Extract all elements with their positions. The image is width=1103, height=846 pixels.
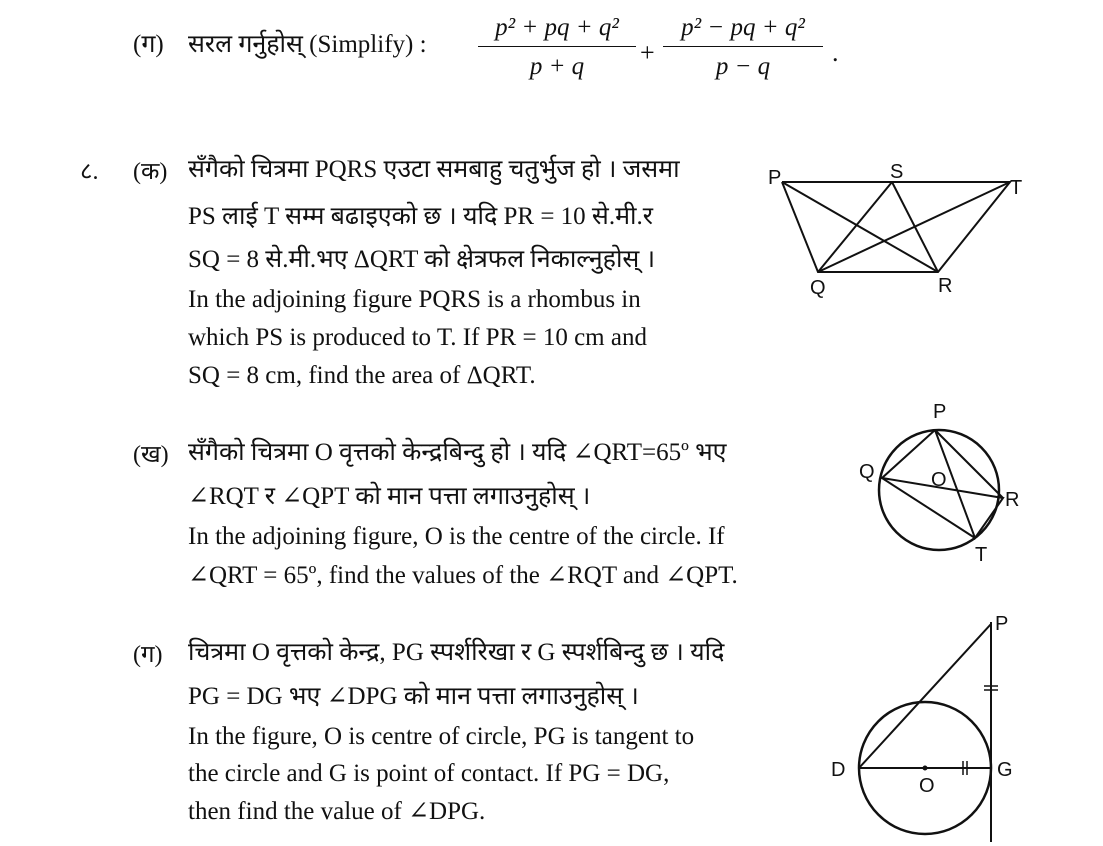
simplify-prompt: सरल गर्नुहोस् (Simplify) : <box>188 31 427 58</box>
simplify-label: (ग) <box>133 31 164 58</box>
part-b-en-line-1: In the adjoining figure, O is the centre of the circle. If <box>188 523 725 550</box>
part-c-en-line-2: the circle and G is point of contact. If PG = DG, <box>188 760 670 787</box>
part-a-np-line-1: सँगैको चित्रमा PQRS एउटा समबाहु चतुर्भुज हो । जसमा <box>188 156 680 183</box>
part-c-en-line-1: In the figure, O is centre of circle, PG is tangent to <box>188 723 695 750</box>
part-b-label: (ख) <box>133 442 169 468</box>
part-a-np-line-3: SQ = 8 से.मी.भए ΔQRT को क्षेत्रफल निकाल्नुहोस् । <box>188 246 656 273</box>
fraction-1-denominator: p + q <box>529 53 585 80</box>
part-a-np-line-2: PS लाई T सम्म बढाइएको छ । यदि PR = 10 से.मी.र <box>188 203 653 230</box>
label-s: S <box>890 161 904 183</box>
label-q-b: Q <box>859 461 875 483</box>
fraction-1-numerator: p² + pq + q² <box>495 14 619 41</box>
label-r: R <box>938 275 953 297</box>
question-number: ८. <box>80 159 99 185</box>
label-g-c: G <box>997 759 1013 781</box>
label-o-b: O <box>931 469 947 491</box>
label-o-c: O <box>919 775 935 797</box>
fraction-2-denominator: p − q <box>715 53 771 80</box>
end-period: . <box>832 38 839 67</box>
fraction-1-bar <box>478 46 636 47</box>
part-a-en-line-2: which PS is produced to T. If PR = 10 cm and <box>188 324 647 351</box>
label-q: Q <box>810 277 826 299</box>
label-p-b: P <box>933 401 947 423</box>
part-a-en-line-3: SQ = 8 cm, find the area of ΔQRT. <box>188 362 536 389</box>
part-b-np-line-2: ∠RQT र ∠QPT को मान पत्ता लगाउनुहोस् । <box>188 483 591 510</box>
label-t-b: T <box>975 544 988 566</box>
diagonal-sq <box>818 182 892 272</box>
segment-qt-b <box>882 478 975 538</box>
part-c-np-line-1: चित्रमा O वृत्तको केन्द्र, PG स्पर्शरिखा र G स्पर्शबिन्दु छ । यदि <box>188 639 725 666</box>
fraction-2-bar <box>663 46 823 47</box>
part-c-np-line-2: PG = DG भए ∠DPG को मान पत्ता लगाउनुहोस् । <box>188 683 639 710</box>
label-r-b: R <box>1005 489 1020 511</box>
label-p: P <box>768 167 782 189</box>
circle-figure-b <box>855 398 1030 573</box>
label-d-c: D <box>831 759 846 781</box>
label-t: T <box>1010 177 1023 199</box>
part-b-np-line-1: सँगैको चित्रमा O वृत्तको केन्द्रबिन्दु हो । यदि ∠QRT=65º भए <box>188 439 727 466</box>
part-c-en-line-3: then find the value of ∠DPG. <box>188 798 486 825</box>
part-a-en-line-1: In the adjoining figure PQRS is a rhombus in <box>188 286 641 313</box>
label-p-c: P <box>995 613 1009 635</box>
fraction-2 <box>663 14 823 81</box>
fraction-1 <box>478 14 636 81</box>
fraction-2-numerator: p² − pq + q² <box>681 14 805 41</box>
part-a-label: (क) <box>133 159 168 185</box>
part-b-en-line-2: ∠QRT = 65º, find the values of the ∠RQT and ∠QPT. <box>188 562 738 589</box>
tangent-figure <box>825 610 1035 842</box>
part-c-label: (ग) <box>133 642 163 668</box>
plus-sign: + <box>640 38 655 67</box>
rhombus-outline <box>782 182 1010 272</box>
rhombus-figure <box>760 160 1030 300</box>
segment-dp <box>859 624 991 768</box>
